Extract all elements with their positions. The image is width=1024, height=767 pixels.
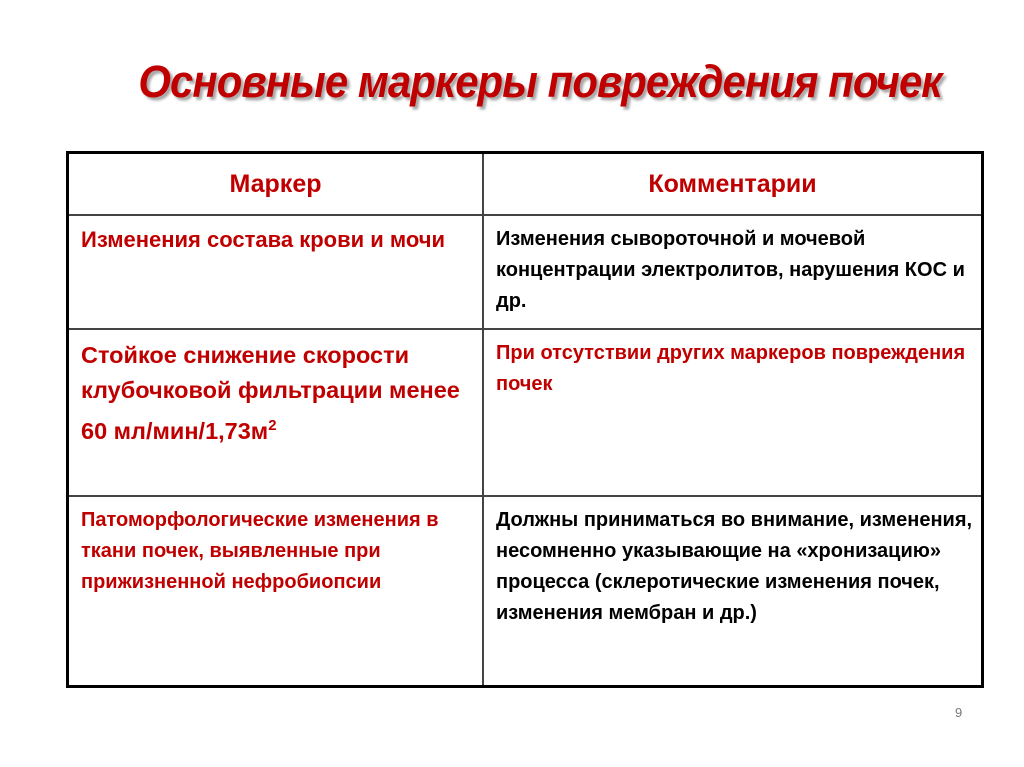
superscript: 2 [268, 417, 277, 434]
marker-cell: Изменения состава крови и мочи [68, 215, 484, 329]
comment-cell: Должны приниматься во внимание, изменения, несомненно указывающие на «хронизацию» процесса (склеротические изменения почек, изменения мембран и др.) [483, 496, 983, 686]
markers-table [66, 151, 984, 688]
marker-text: Стойкое снижение скорости клубочковой фильтрации менее 60 мл/мин/1,73м [81, 342, 460, 444]
page-number: 9 [955, 705, 963, 720]
header-marker: Маркер [68, 153, 484, 216]
table-row [68, 496, 983, 686]
marker-cell [68, 329, 484, 496]
table-header-row [68, 153, 983, 216]
comment-cell: При отсутствии других маркеров повреждения почек [483, 329, 983, 496]
header-comments: Комментарии [483, 153, 983, 216]
table-row [68, 215, 983, 329]
marker-cell: Патоморфологические изменения в ткани почек, выявленные при прижизненной нефробиопсии [68, 496, 484, 686]
comment-cell: Изменения сывороточной и мочевой концентрации электролитов, нарушения КОС и др. [483, 215, 983, 329]
table-row [68, 329, 983, 496]
slide-title: Основные маркеры повреждения почек [138, 56, 942, 107]
